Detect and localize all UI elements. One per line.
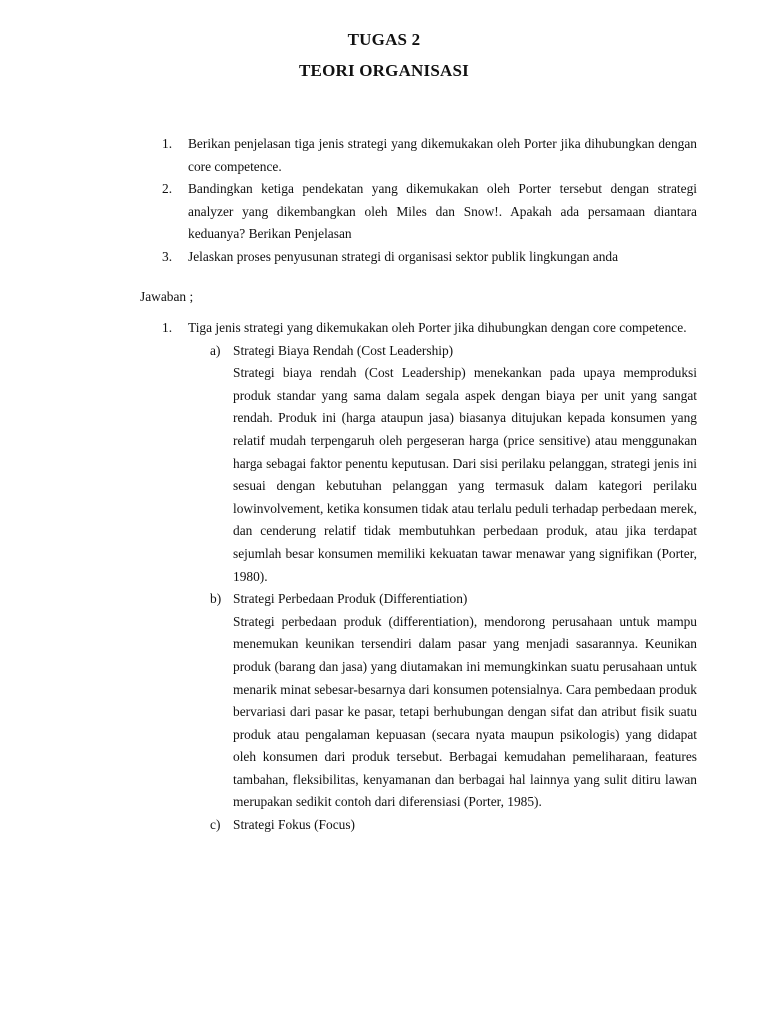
document-title: TUGAS 2 xyxy=(347,30,421,49)
strategy-heading: Strategi Perbedaan Produk (Differentiation) xyxy=(233,591,468,607)
strategy-letter: a) xyxy=(210,342,221,358)
strategy-letter: b) xyxy=(210,591,222,607)
answer-number: 1. xyxy=(162,320,173,335)
question-text: Jelaskan proses penyusunan strategi di organisasi sektor publik lingkungan anda xyxy=(188,248,619,264)
question-number: 2. xyxy=(162,181,173,197)
strategy-item-focus xyxy=(188,814,697,837)
question-text: Berikan penjelasan tiga jenis strategi yang dikemukakan oleh Porter jika dihubungkan dengan core competence. xyxy=(188,136,697,174)
question-item xyxy=(162,133,697,178)
question-number: 1. xyxy=(162,136,173,151)
strategy-letter: c) xyxy=(210,817,221,833)
strategy-heading: Strategi Biaya Rendah (Cost Leadership) xyxy=(233,342,454,358)
document-subtitle: TEORI ORGANISASI xyxy=(299,61,469,80)
strategy-item-cost-leadership xyxy=(188,340,697,589)
strategy-heading: Strategi Fokus (Focus) xyxy=(233,817,355,833)
strategy-list xyxy=(188,340,697,837)
question-item xyxy=(162,246,697,269)
question-text: Bandingkan ketiga pendekatan yang dikemukakan oleh Porter tersebut dengan strategi analyzer yang dikembangkan oleh Miles dan Snow!. Apakah ada persamaan diantara keduanya? Berikan Penjelasan xyxy=(188,181,697,242)
question-list xyxy=(162,133,697,269)
answer-text: Tiga jenis strategi yang dikemukakan oleh Porter jika dihubungkan dengan core competence. xyxy=(188,320,687,335)
answer-item xyxy=(162,317,697,837)
answer-list xyxy=(162,317,697,837)
strategy-item-differentiation xyxy=(188,588,697,814)
strategy-paragraph: Strategi perbedaan produk (differentiation), mendorong perusahaan untuk mampu menemukan keunikan tersendiri dalam pasar yang menjadi sasarannya. Keunikan produk (barang dan jasa) yang diutamakan ini memungkinkan suatu perusahaan untuk menarik minat sebesar-besarnya dari konsumen potensialnya. Cara pembedaan produk bervariasi dari pasar ke pasar, tetapi berhubungan dengan sifat dan atribut fisik suatu produk atau pengalaman kepuasan (secara nyata maupun psikologis) yang didapat oleh konsumen dari produk tersebut. Berbagai kemudahan pemeliharaan, features tambahan, fleksibilitas, kenyamanan dan berbagai hal lainnya yang sulit ditiru lawan merupakan sedikit contoh dari diferensiasi (Porter, 1985). xyxy=(233,613,697,810)
strategy-paragraph: Strategi biaya rendah (Cost Leadership) menekankan pada upaya memproduksi produk standar yang sama dalam segala aspek dengan biaya per unit yang sangat rendah. Produk ini (harga ataupun jasa) biasanya ditujukan kepada konsumen yang relatif mudah terpengaruh oleh pergeseran harga (price sensitive) atau menggunakan harga sebagai faktor penentu keputusan. Dari sisi perilaku pelanggan, strategi jenis ini sesuai dengan kebutuhan pelanggan yang termasuk dalam kategori perilaku lowinvolvement, ketika konsumen tidak atau terlalu peduli terhadap perbedaan merek, dan cenderung relatif tidak membutuhkan perbedaan produk, atau jika terdapat sejumlah besar konsumen memiliki kekuatan tawar menawar yang signifikan (Porter, 1980). xyxy=(233,365,697,584)
answer-label: Jawaban ; xyxy=(140,289,194,304)
question-number: 3. xyxy=(162,248,173,264)
question-item xyxy=(162,178,697,246)
